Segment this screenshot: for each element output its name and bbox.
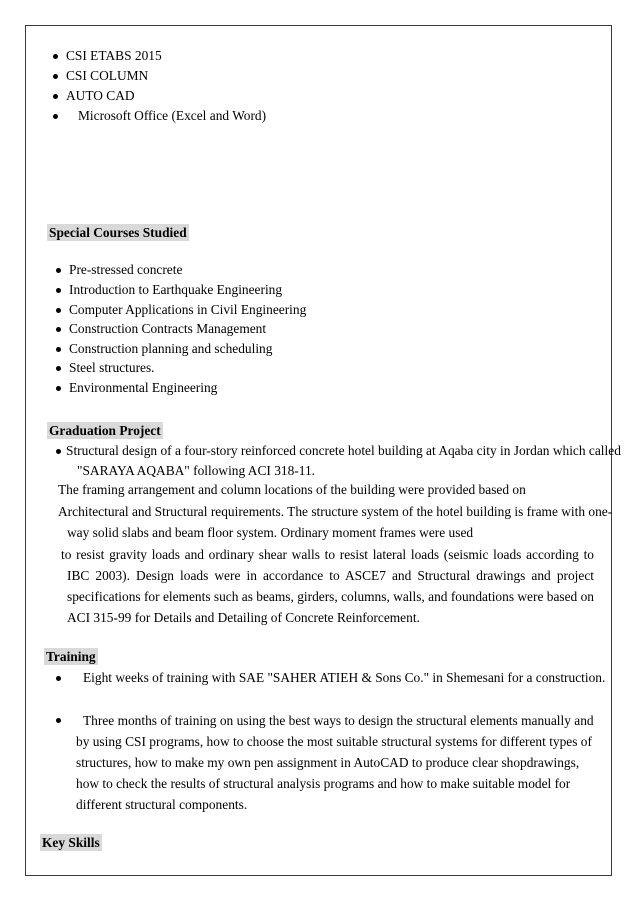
- bullet-icon: [56, 366, 61, 371]
- courses-heading: Special Courses Studied: [49, 225, 187, 240]
- bullet-icon: [56, 288, 61, 293]
- course-item: Construction Contracts Management: [69, 321, 267, 336]
- graduation-line: Structural design of a four-story reinforced concrete hotel building at Aqaba city in Jordan which called: [66, 443, 621, 458]
- bullet-icon: [56, 718, 61, 723]
- graduation-line: Architectural and Structural requirements. The structure system of the hotel building is frame with one-: [58, 504, 613, 519]
- bullet-icon: [53, 74, 58, 79]
- training-item: Eight weeks of training with SAE "SAHER ATIEH & Sons Co." in Shemesani for a construction.: [83, 670, 606, 685]
- course-item: Computer Applications in Civil Engineering: [69, 302, 307, 317]
- bullet-icon: [53, 54, 58, 59]
- software-item: AUTO CAD: [66, 88, 135, 103]
- course-item: Pre-stressed concrete: [69, 262, 183, 277]
- bullet-icon: [56, 268, 61, 273]
- graduation-line: The framing arrangement and column locations of the building were provided based on: [58, 482, 526, 497]
- graduation-line: way solid slabs and beam floor system. Ordinary moment frames were used: [67, 525, 474, 540]
- software-item: Microsoft Office (Excel and Word): [78, 108, 267, 123]
- bullet-icon: [53, 94, 58, 99]
- training-item: [76, 710, 594, 815]
- graduation-line: "SARAYA AQABA" following ACI 318-11.: [77, 463, 315, 478]
- bullet-icon: [56, 327, 61, 332]
- key-skills-heading: Key Skills: [42, 835, 100, 850]
- bullet-icon: [56, 676, 61, 681]
- course-item: Construction planning and scheduling: [69, 341, 273, 356]
- bullet-icon: [56, 347, 61, 352]
- graduation-paragraph-text: to resist gravity loads and ordinary shear walls to resist lateral loads (seismic loads according to IBC 2003). Design loads were in accordance to ASCE7 and Structural drawings and project specifications for elements such as beams, girders, columns, walls, and foundations were based on ACI 315-99 for Details and Detailing of Concrete Reinforcement.: [61, 547, 594, 625]
- course-item: Steel structures.: [69, 360, 155, 375]
- bullet-icon: [53, 114, 58, 119]
- course-item: Environmental Engineering: [69, 380, 218, 395]
- graduation-paragraph: [61, 544, 594, 628]
- course-item: Introduction to Earthquake Engineering: [69, 282, 283, 297]
- training-item-text: Three months of training on using the best ways to design the structural elements manually and by using CSI programs, how to choose the most suitable structural systems for different types of structures, how to make my own pen assignment in AutoCAD to produce clear shopdrawings, how to check the results of structural analysis programs and how to make suitable model for different structural components.: [76, 713, 594, 812]
- training-heading: Training: [46, 649, 96, 664]
- bullet-icon: [56, 308, 61, 313]
- graduation-heading: Graduation Project: [49, 423, 161, 438]
- software-item: CSI ETABS 2015: [66, 48, 162, 63]
- software-item: CSI COLUMN: [66, 68, 149, 83]
- bullet-icon: [56, 386, 61, 391]
- bullet-icon: [56, 449, 61, 454]
